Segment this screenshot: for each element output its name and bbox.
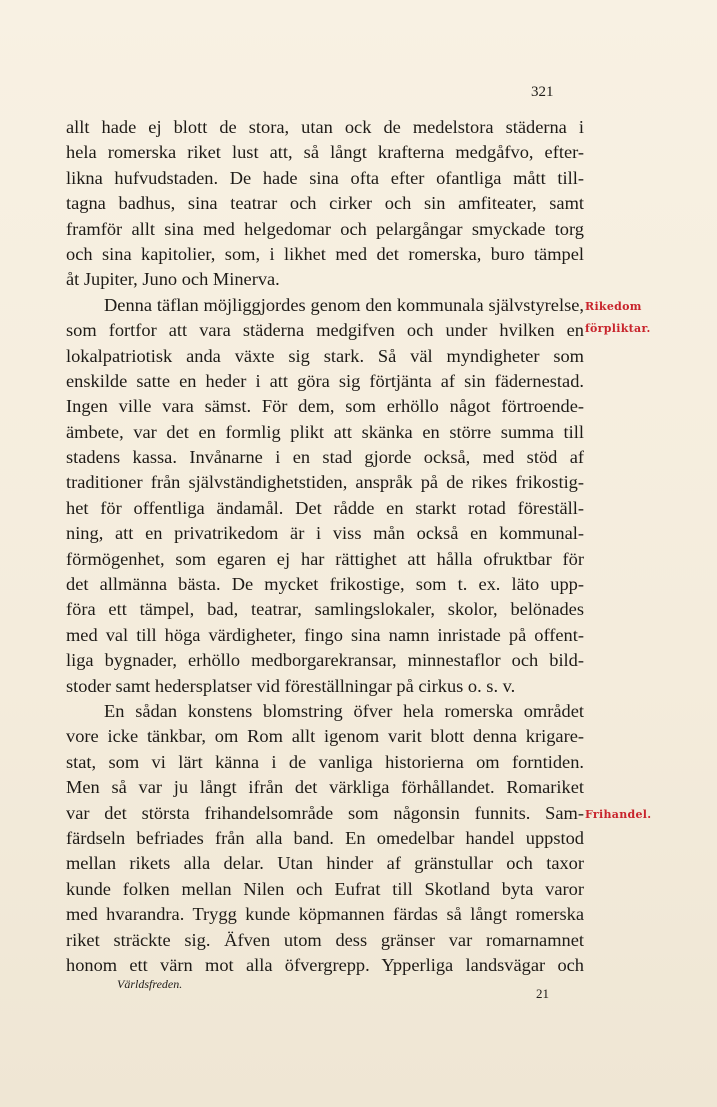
text-line: liga bygnader, erhöllo medborgarekransar, minnestaflor och bild- bbox=[66, 650, 584, 671]
text-line: Denna täflan möjliggjordes genom den kommunala självstyrelse, bbox=[104, 294, 584, 315]
text-line: riket sträckte sig. Äfven utom dess gränser var romarnamnet bbox=[66, 929, 584, 950]
text-line: var det största frihandelsområde som någonsin funnits. Sam- bbox=[66, 802, 584, 823]
text-line: stoder samt hedersplatser vid föreställningar på cirkus o. s. v. bbox=[66, 675, 516, 696]
signature-mark: Världsfreden. bbox=[117, 977, 183, 991]
text-line: lokalpatriotisk anda växte sig stark. Så väl myndigheter som bbox=[66, 345, 584, 366]
page-number: 321 bbox=[531, 84, 554, 100]
text-line: och sina kapitolier, som, i likhet med det romerska, buro tämpel bbox=[66, 243, 584, 264]
text-line: som fortfor att vara städerna medgifven och under hvilken en bbox=[66, 320, 584, 341]
text-line: mellan rikets alla delar. Utan hinder af gränstullar och taxor bbox=[66, 853, 584, 874]
text-line: likna hufvudstaden. De hade sina ofta efter ofantliga mått till- bbox=[66, 167, 584, 188]
text-line: ämbete, var det en formlig plikt att skänka en större summa till bbox=[66, 421, 584, 442]
text-line: med hvarandra. Trygg kunde köpmannen färdas så långt romerska bbox=[66, 904, 584, 925]
text-line: med val till höga värdigheter, fingo sina namn inristade på offent- bbox=[66, 624, 584, 645]
text-line: honom ett värn mot alla öfvergrepp. Ypperliga landsvägar och bbox=[66, 954, 584, 975]
body-text bbox=[66, 115, 584, 978]
text-line: En sådan konstens blomstring öfver hela romerska området bbox=[104, 700, 584, 721]
sheet-number: 21 bbox=[536, 986, 549, 1001]
paragraph bbox=[66, 293, 584, 699]
margin-note-rikedom: Rikedom bbox=[585, 300, 642, 313]
text-line: hela romerska riket lust att, så långt krafterna medgåfvo, efter- bbox=[66, 142, 584, 163]
text-line: allt hade ej blott de stora, utan ock de medelstora städerna i bbox=[66, 117, 584, 137]
text-line: enskilde satte en heder i att göra sig förtjänta af sin fädernestad. bbox=[66, 370, 584, 391]
text-line: föra ett tämpel, bad, teatrar, samlingslokaler, skolor, belönades bbox=[66, 599, 584, 620]
text-line: förmögenhet, som egaren ej har rättighet att hålla ofruktbar för bbox=[66, 548, 584, 569]
text-line: traditioner från självständighetstiden, anspråk på de rikes frikostig- bbox=[66, 472, 584, 493]
text-line: ning, att en privatrikedom är i viss mån också en kommunal- bbox=[66, 523, 584, 544]
margin-note-frihandel: Frihandel. bbox=[585, 808, 652, 821]
text-line: Ingen ville vara sämst. För dem, som erhöllo något förtroende- bbox=[66, 396, 584, 417]
text-line: het för offentliga ändamål. Det rådde en starkt rotad föreställ- bbox=[66, 497, 584, 518]
margin-note-forpliktar: förpliktar. bbox=[585, 322, 651, 335]
text-line: tagna badhus, sina teatrar och cirker och sin amfiteater, samt bbox=[66, 193, 584, 214]
text-line: framför allt sina med helgedomar och pelargångar smyckade torg bbox=[66, 218, 584, 239]
text-line: det allmänna bästa. De mycket frikostige, som t. ex. läto upp- bbox=[66, 574, 584, 595]
text-line: kunde folken mellan Nilen och Eufrat till Skotland byta varor bbox=[66, 878, 584, 899]
text-line: åt Jupiter, Juno och Minerva. bbox=[66, 269, 280, 290]
text-line: vore icke tänkbar, om Rom allt igenom varit blott denna krigare- bbox=[66, 726, 584, 747]
paragraph bbox=[66, 699, 584, 978]
text-line: färdseln befriades från alla band. En omedelbar handel uppstod bbox=[66, 827, 584, 848]
text-line: Men så var ju långt ifrån det värkliga förhållandet. Romariket bbox=[66, 777, 584, 798]
text-line: stat, som vi lärt känna i de vanliga historierna om forntiden. bbox=[66, 751, 584, 772]
paragraph bbox=[66, 115, 584, 293]
text-line: stadens kassa. Invånarne i en stad gjorde också, med stöd af bbox=[66, 447, 584, 468]
